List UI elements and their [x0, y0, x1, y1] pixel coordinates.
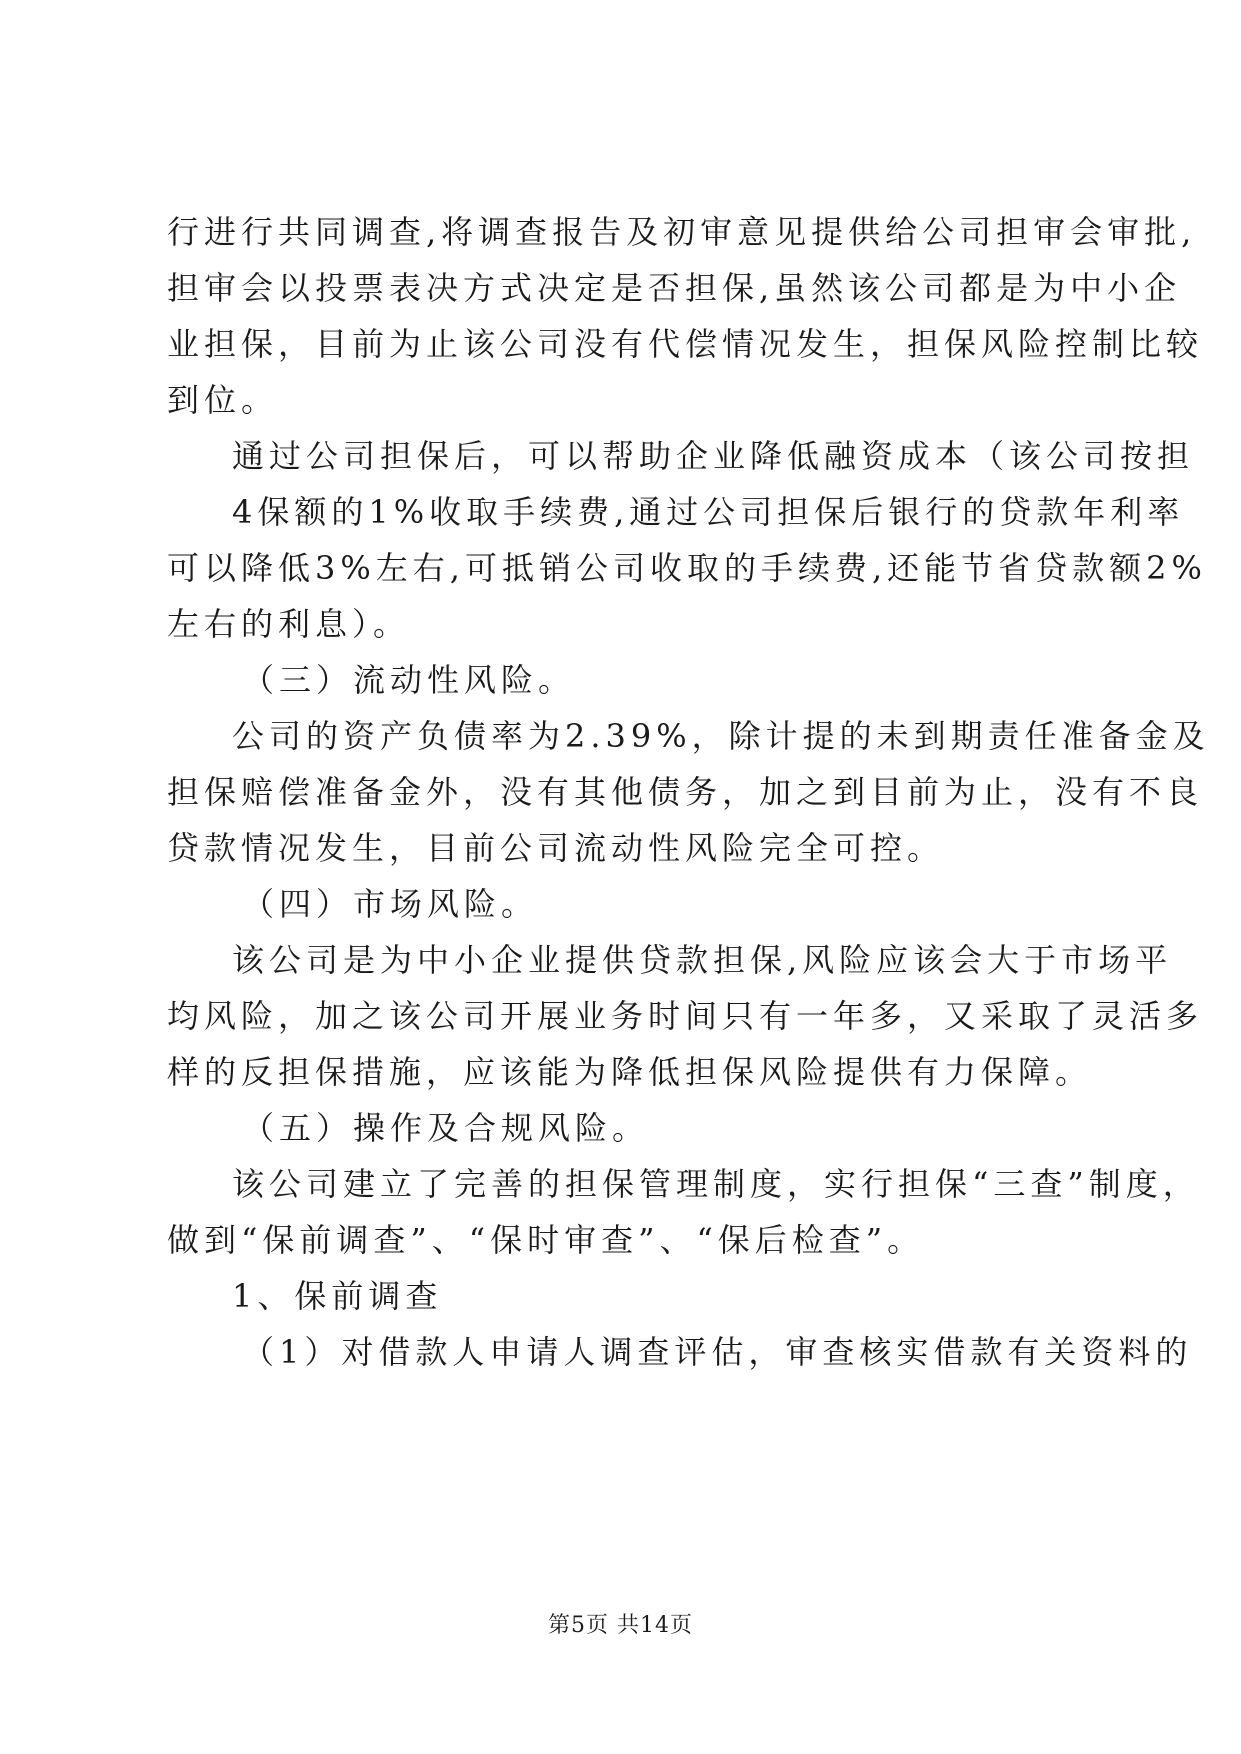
body-text-line: 做到“保前调查”、“保时审查”、“保后检查”。 — [167, 1221, 925, 1259]
body-text-line: 贷款情况发生，目前公司流动性风险完全可控。 — [167, 829, 945, 867]
section-heading: （四）市场风险。 — [242, 885, 539, 923]
body-text-line: 4保额的1%收取手续费,通过公司担保后银行的贷款年利率 — [232, 493, 1185, 531]
body-text-line: 到位。 — [167, 381, 279, 419]
body-text-line: 通过公司担保后，可以帮助企业降低融资成本（该公司按担 — [232, 437, 1195, 475]
page-footer: 第5页 共14页 — [548, 1613, 693, 1638]
section-heading: （五）操作及合规风险。 — [242, 1109, 650, 1147]
body-text-line: （1）对借款人申请人调查评估，审查核实借款有关资料的 — [242, 1333, 1193, 1371]
body-text-line: 担保赔偿准备金外，没有其他债务，加之到目前为止，没有不良 — [167, 773, 1204, 811]
body-text-line: 行进行共同调查,将调查报告及初审意见提供给公司担审会审批, — [167, 213, 1197, 251]
body-text-line: 均风险，加之该公司开展业务时间只有一年多，又采取了灵活多 — [167, 997, 1204, 1035]
body-text-line: 业担保，目前为止该公司没有代偿情况发生，担保风险控制比较 — [167, 325, 1204, 363]
body-text-line: 公司的资产负债率为2.39%，除计提的未到期责任准备金及 — [232, 717, 1210, 755]
subsection-heading: 1、保前调查 — [232, 1277, 443, 1315]
body-text-line: 该公司建立了完善的担保管理制度，实行担保“三查”制度， — [232, 1165, 1200, 1203]
body-text-line: 该公司是为中小企业提供贷款担保,风险应该会大于市场平 — [232, 941, 1173, 979]
body-text-line: 左右的利息）。 — [167, 605, 411, 643]
body-text-line: 样的反担保措施，应该能为降低担保风险提供有力保障。 — [167, 1053, 1093, 1091]
body-text-line: 担审会以投票表决方式决定是否担保,虽然该公司都是为中小企 — [167, 269, 1182, 307]
body-text-line: 可以降低3%左右,可抵销公司收取的手续费,还能节省贷款额2% — [167, 549, 1207, 587]
section-heading: （三）流动性风险。 — [242, 661, 576, 699]
